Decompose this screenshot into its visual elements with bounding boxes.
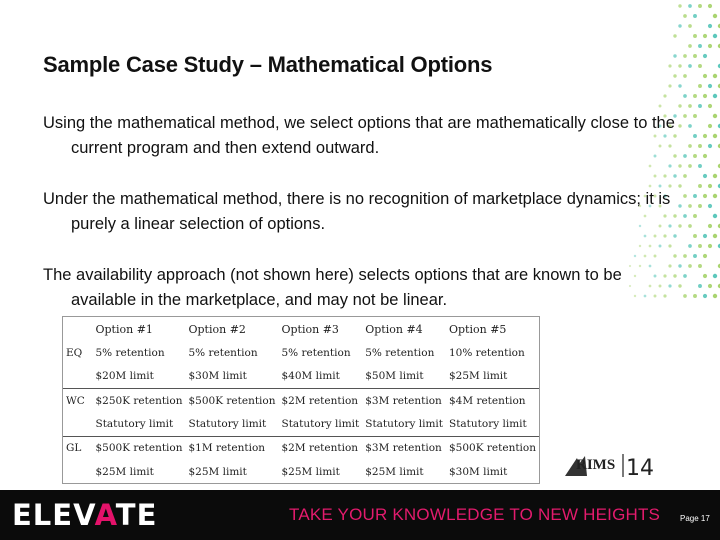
- bullet-item: Under the mathematical method, there is no recognition of marketplace dynamics; it is purely a linear selection of options.: [43, 190, 671, 233]
- elevate-logo: [12, 498, 157, 532]
- options-table: [62, 316, 540, 484]
- decorative-dot: [713, 174, 717, 178]
- table-cell: Statutory limit: [95, 418, 174, 431]
- table-cell: $500K retention: [186, 389, 279, 413]
- decorative-dot: [698, 144, 702, 148]
- decorative-dot: [703, 174, 707, 178]
- decorative-dot: [698, 244, 702, 248]
- table-row: [63, 412, 539, 436]
- decorative-dot: [693, 134, 697, 138]
- table-cell: $3M retention: [362, 436, 446, 460]
- table-cell: Statutory limit: [449, 418, 527, 431]
- decorative-dot: [703, 34, 707, 38]
- decorative-dot: [688, 264, 692, 268]
- table-cell: $30M limit: [188, 370, 247, 383]
- decorative-dot: [688, 164, 692, 168]
- decorative-dot: [698, 204, 702, 208]
- logo-text-accent: A: [94, 498, 116, 532]
- table-header-cell: Option #4: [365, 322, 423, 336]
- decorative-dot: [688, 144, 692, 148]
- decorative-dot: [673, 54, 676, 57]
- decorative-dot: [683, 274, 687, 278]
- decorative-dot: [703, 154, 707, 158]
- table-cell: $40M limit: [281, 370, 340, 383]
- decorative-dot: [683, 74, 687, 78]
- rims-logo-year: 14: [626, 456, 654, 480]
- table-cell: 5% retention: [188, 347, 258, 360]
- table-header-row: [63, 317, 539, 342]
- decorative-dot: [698, 184, 702, 188]
- decorative-dot: [693, 154, 697, 158]
- decorative-dot: [668, 64, 671, 67]
- decorative-dot: [713, 294, 717, 298]
- decorative-dot: [703, 54, 707, 58]
- decorative-dot: [708, 44, 712, 48]
- decorative-dot: [693, 114, 697, 118]
- decorative-dot: [698, 44, 702, 48]
- decorative-dot: [708, 204, 712, 208]
- decorative-dot: [713, 114, 717, 118]
- decorative-dot: [708, 104, 712, 108]
- table-row: [63, 342, 539, 365]
- decorative-dot: [678, 64, 681, 67]
- decorative-dot: [688, 244, 692, 248]
- decorative-dot: [683, 254, 687, 258]
- decorative-dot: [683, 14, 687, 18]
- decorative-dot: [693, 94, 697, 98]
- decorative-dot: [683, 54, 687, 58]
- page-number: Page 17: [680, 514, 710, 523]
- table-cell: $25M limit: [188, 465, 247, 478]
- table-cell: $2M retention: [279, 389, 363, 413]
- logo-text-left: ELEV: [12, 498, 95, 532]
- decorative-dot: [708, 84, 712, 88]
- decorative-dot: [698, 64, 702, 68]
- decorative-dot: [693, 14, 697, 18]
- decorative-dot: [698, 284, 702, 288]
- table-cell: $2M retention: [279, 436, 363, 460]
- decorative-dot: [683, 154, 687, 158]
- table-row: [63, 460, 539, 483]
- table-cell: $4M retention: [446, 389, 539, 413]
- bullet-item: The availability approach (not shown here) selects options that are known to be available in the marketplace, and may not be linear.: [43, 266, 622, 309]
- table-cell: GL: [63, 436, 93, 460]
- decorative-dot: [703, 134, 707, 138]
- table-cell: 5% retention: [95, 347, 165, 360]
- table-row: [63, 436, 539, 460]
- decorative-dot: [659, 105, 662, 108]
- logo-text-right: TE: [115, 498, 158, 532]
- decorative-dot: [683, 114, 687, 118]
- table-cell: 5% retention: [365, 347, 435, 360]
- decorative-dot: [693, 214, 697, 218]
- decorative-dot: [713, 214, 717, 218]
- decorative-dot: [693, 254, 697, 258]
- decorative-dot: [713, 134, 717, 138]
- table-cell: [63, 460, 93, 483]
- decorative-dot: [713, 274, 717, 278]
- decorative-dot: [713, 234, 717, 238]
- table-cell: $25M limit: [365, 465, 424, 478]
- decorative-dot: [668, 84, 671, 87]
- footer-bar: [0, 490, 720, 540]
- table-cell: $50M limit: [365, 370, 424, 383]
- decorative-dot: [708, 224, 712, 228]
- decorative-dot: [678, 4, 681, 7]
- table-cell: $3M retention: [362, 389, 446, 413]
- decorative-dot: [663, 94, 666, 97]
- decorative-dot: [713, 14, 717, 18]
- table-cell: $1M retention: [186, 436, 279, 460]
- table-cell: $25M limit: [449, 370, 508, 383]
- decorative-dot: [703, 94, 707, 98]
- table-cell: $250K retention: [93, 389, 186, 413]
- decorative-dot: [713, 74, 717, 78]
- table-cell: $500K retention: [446, 436, 539, 460]
- table-cell: [63, 412, 93, 436]
- rims-logo-text: RIMS: [576, 457, 616, 473]
- table-header-cell: Option #5: [449, 322, 507, 336]
- decorative-dot: [683, 94, 687, 98]
- decorative-dot: [713, 194, 717, 198]
- table-cell: 5% retention: [281, 347, 351, 360]
- decorative-dot: [683, 294, 687, 298]
- decorative-dot: [673, 74, 676, 77]
- table-header-cell: Option #1: [95, 322, 153, 336]
- decorative-dot: [703, 194, 707, 198]
- decorative-dot: [698, 4, 702, 8]
- decorative-dot: [708, 4, 712, 8]
- decorative-dot: [708, 284, 712, 288]
- table-cell: $30M limit: [449, 465, 508, 478]
- decorative-dot: [678, 104, 681, 107]
- table-header-cell: [63, 317, 93, 342]
- decorative-dot: [713, 34, 717, 38]
- decorative-dot: [703, 74, 707, 78]
- table-cell: Statutory limit: [188, 418, 267, 431]
- bullet-list: [43, 111, 683, 339]
- decorative-dot: [683, 174, 687, 178]
- table-header-cell: Option #3: [281, 322, 339, 336]
- table-cell: $500K retention: [93, 436, 186, 460]
- slide-title: Sample Case Study – Mathematical Options: [43, 52, 493, 77]
- decorative-dot: [708, 24, 712, 28]
- decorative-dot: [703, 254, 707, 258]
- table-cell: [63, 365, 93, 389]
- decorative-dot: [703, 294, 707, 298]
- decorative-dot: [708, 244, 712, 248]
- decorative-dot: [708, 184, 712, 188]
- footer-tagline: TAKE YOUR KNOWLEDGE TO NEW HEIGHTS: [289, 505, 661, 524]
- decorative-dot: [703, 274, 707, 278]
- decorative-dot: [688, 24, 692, 28]
- table-cell: 10% retention: [449, 347, 525, 360]
- decorative-dot: [698, 164, 702, 168]
- table-cell: Statutory limit: [281, 418, 360, 431]
- bullet-item: Using the mathematical method, we select options that are mathematically close to the current program and then extend outward.: [43, 114, 675, 157]
- decorative-dot: [688, 124, 692, 128]
- table-header-cell: Option #2: [188, 322, 246, 336]
- decorative-dot: [683, 194, 687, 198]
- decorative-dot: [688, 104, 692, 108]
- table-cell: WC: [63, 389, 93, 413]
- decorative-dot: [688, 44, 692, 48]
- decorative-dot: [693, 54, 697, 58]
- decorative-dot: [678, 24, 681, 27]
- decorative-dot: [693, 34, 697, 38]
- decorative-dot: [698, 104, 702, 108]
- decorative-dot: [683, 214, 687, 218]
- decorative-dot: [673, 34, 676, 37]
- decorative-dot: [698, 264, 702, 268]
- decorative-dot: [688, 64, 692, 68]
- table-row: [63, 389, 539, 413]
- table-cell: Statutory limit: [365, 418, 443, 431]
- table-cell: EQ: [66, 347, 83, 360]
- decorative-dot: [688, 224, 692, 228]
- decorative-dot: [693, 194, 697, 198]
- decorative-dot: [708, 144, 712, 148]
- decorative-dot: [698, 84, 702, 88]
- table-cell: $25M limit: [95, 465, 154, 478]
- decorative-dot: [678, 84, 681, 87]
- decorative-dot: [688, 204, 692, 208]
- decorative-dot: [703, 234, 707, 238]
- decorative-dot: [693, 294, 697, 298]
- table-row: [63, 365, 539, 389]
- rims-logo: [563, 450, 658, 480]
- table-cell: $25M limit: [281, 465, 340, 478]
- decorative-dot: [688, 4, 692, 8]
- decorative-dot: [708, 124, 712, 128]
- decorative-dot: [693, 234, 697, 238]
- decorative-dot: [713, 94, 717, 98]
- table-cell: $20M limit: [95, 370, 154, 383]
